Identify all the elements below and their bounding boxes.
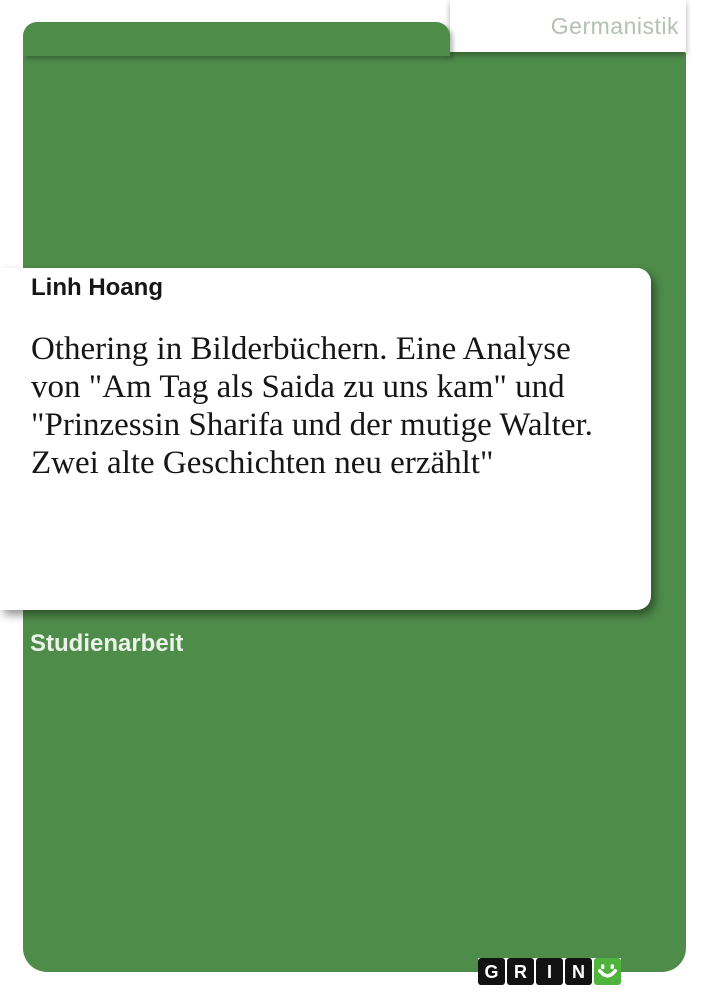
grin-logo [478, 958, 621, 985]
green-panel-tab [23, 22, 450, 56]
paper-title-line: Othering in Bilderbüchern. Eine Analyse [31, 331, 571, 367]
grin-smiley-icon [594, 958, 621, 985]
paper-title-line: Zwei alte Geschichten neu erzählt" [31, 445, 494, 481]
logo-letter-i: I [536, 958, 563, 985]
paper-title-line: "Prinzessin Sharifa und der mutige Walter. [31, 407, 593, 443]
category-strip [450, 0, 686, 52]
logo-letter-n: N [565, 958, 592, 985]
logo-letter-g: G [478, 958, 505, 985]
document-type-label: Studienarbeit [30, 630, 184, 657]
paper-title [31, 330, 593, 482]
logo-letter-r: R [507, 958, 534, 985]
author-name: Linh Hoang [31, 274, 163, 301]
category-label: Germanistik [550, 13, 679, 39]
title-card [0, 268, 651, 610]
paper-title-line: von "Am Tag als Saida zu uns kam" und [31, 369, 565, 405]
